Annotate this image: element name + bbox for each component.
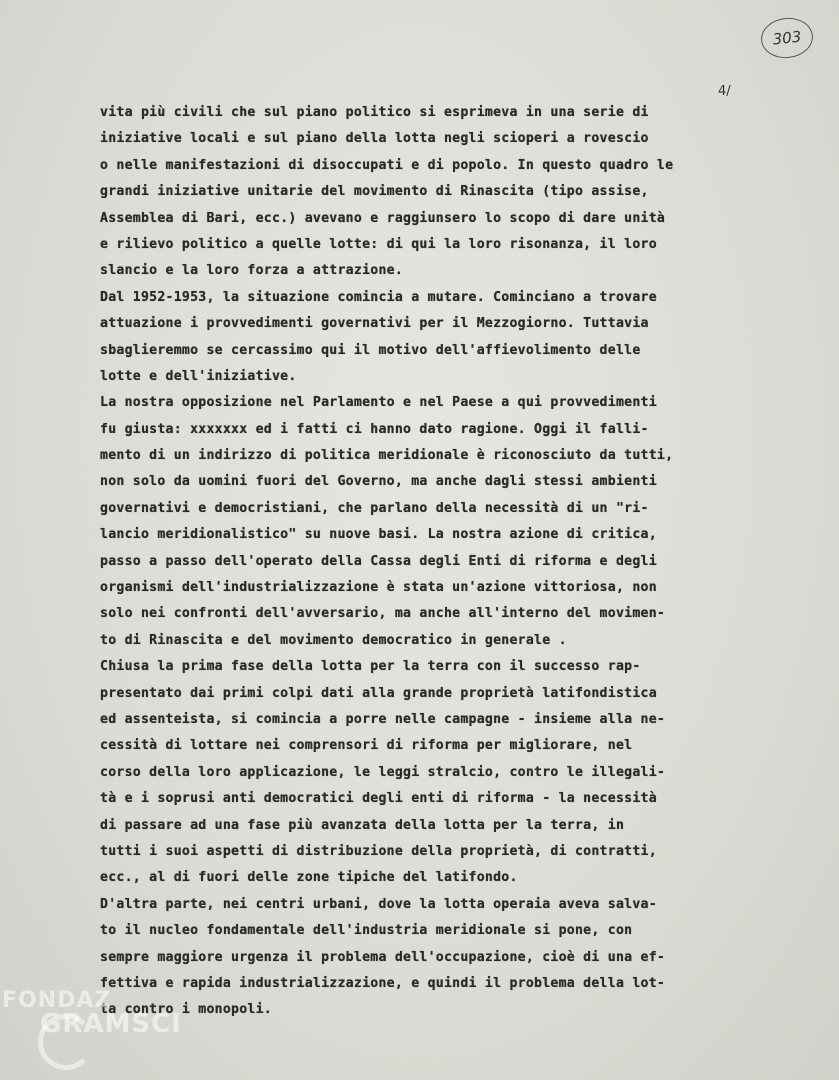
text-line: sbaglieremmo se cercassimo qui il motivo dell'affievolimento delle: [100, 342, 641, 358]
text-line: passo a passo dell'operato della Cassa degli Enti di riforma e degli: [100, 553, 657, 569]
text-line: governativi e democristiani, che parlano della necessità di un "ri-: [100, 500, 649, 516]
text-line: D'altra parte, nei centri urbani, dove la lotta operaia aveva salva-: [100, 896, 657, 912]
text-line: tutti i suoi aspetti di distribuzione della proprietà, di contratti,: [100, 843, 657, 859]
text-line: vita più civili che sul piano politico si esprimeva in una serie di: [100, 105, 649, 120]
text-line: Chiusa la prima fase della lotta per la terra con il successo rap-: [100, 659, 641, 675]
text-line: Assemblea di Bari, ecc.) avevano e raggiunsero lo scopo di dare unità: [100, 210, 666, 226]
text-line: cessità di lottare nei comprensori di riforma per migliorare, nel: [100, 738, 633, 754]
text-line: fu giusta: xxxxxxx ed i fatti ci hanno dato ragione. Oggi il falli-: [100, 421, 649, 437]
text-line: Dal 1952-1953, la situazione comincia a mutare. Cominciano a trovare: [100, 289, 657, 305]
text-line: mento di un indirizzo di politica meridionale è riconosciuto da tutti,: [100, 448, 674, 464]
text-line: sempre maggiore urgenza il problema dell'occupazione, cioè di una ef-: [100, 949, 666, 965]
text-line: presentato dai primi colpi dati alla grande proprietà latifondistica: [100, 685, 657, 701]
typewritten-text: [100, 100, 830, 1024]
text-line: La nostra opposizione nel Parlamento e nel Paese a qui provvedimenti: [100, 395, 657, 411]
text-line: ecc., al di fuori delle zone tipiche del latifondo.: [100, 870, 518, 886]
text-line: to di Rinascita e del movimento democratico in generale .: [100, 632, 567, 648]
text-line: fettiva e rapida industrializzazione, e quindi il problema della lot-: [100, 975, 666, 991]
text-line: di passare ad una fase più avanzata della lotta per la terra, in: [100, 817, 625, 833]
text-line: ed assenteista, si comincia a porre nelle campagne - insieme alla ne-: [100, 711, 666, 727]
text-line: slancio e la loro forza a attrazione.: [100, 263, 404, 279]
text-line: corso della loro applicazione, le leggi stralcio, contro le illegali-: [100, 764, 666, 780]
text-line: attuazione i provvedimenti governativi per il Mezzogiorno. Tuttavia: [100, 316, 649, 332]
sheet-number: 4/: [718, 84, 731, 99]
text-line: lancio meridionalistico" su nuove basi. La nostra azione di critica,: [100, 527, 657, 543]
fondazione-gramsci-watermark: [2, 988, 182, 1039]
watermark-logo-icon: [38, 1014, 94, 1070]
text-line: to il nucleo fondamentale dell'industria meridionale si pone, con: [100, 923, 633, 939]
text-line: organismi dell'industrializzazione è stata un'azione vittoriosa, non: [100, 580, 657, 596]
text-line: o nelle manifestazioni di disoccupati e di popolo. In questo quadro le: [100, 157, 674, 173]
watermark-text: GRAMSCI: [40, 1009, 182, 1039]
text-line: lotte e dell'iniziative.: [100, 368, 297, 384]
text-line: solo nei confronti dell'avversario, ma anche all'interno del movimen-: [100, 606, 666, 622]
text-line: non solo da uomini fuori del Governo, ma anche dagli stessi ambienti: [100, 474, 657, 490]
text-line: tà e i soprusi anti democratici degli enti di riforma - la necessità: [100, 791, 657, 807]
text-line: e rilievo politico a quelle lotte: di qui la loro risonanza, il loro: [100, 236, 657, 252]
archive-page-number: 303: [759, 15, 815, 60]
text-line: iniziative locali e sul piano della lotta negli scioperi a rovescio: [100, 131, 649, 147]
text-line: ta contro i monopoli.: [100, 1002, 272, 1018]
text-line: grandi iniziative unitarie del movimento di Rinascita (tipo assise,: [100, 184, 649, 200]
watermark-text: FONDAZ: [2, 988, 112, 1013]
